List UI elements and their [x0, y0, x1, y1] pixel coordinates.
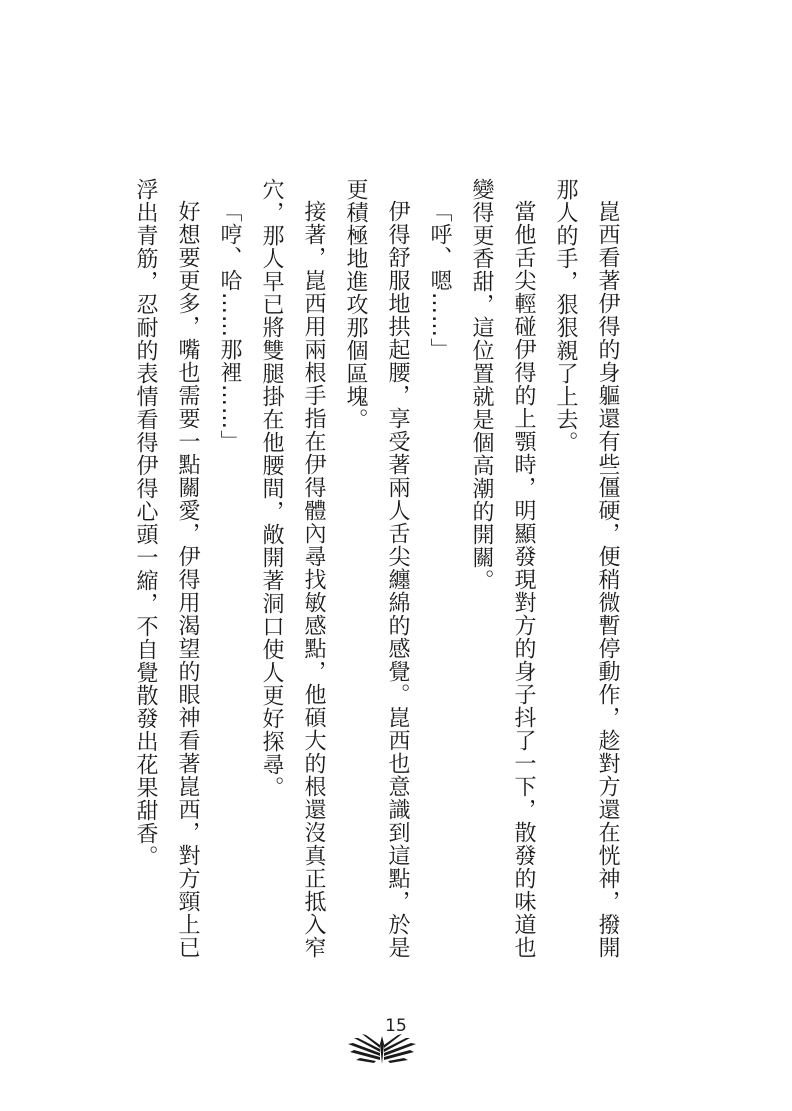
paragraph-3: 伊得舒服地拱起腰，享受著兩人舌尖纏綿的感覺。崑西也意識到這點，於是更積極地進攻那個區塊。	[343, 178, 410, 959]
dialogue-1: 「呼、嗯……」	[427, 200, 452, 361]
vertical-text-body	[133, 178, 628, 978]
feather-ornament-icon	[344, 1030, 420, 1066]
paragraph-2: 當他舌尖輕碰伊得的上顎時，明顯發現對方的身子抖了一下，散發的味道也變得更香甜，這位置就是個高潮的開關。	[469, 178, 536, 959]
dialogue-2: 「哼、哈……那裡……」	[217, 200, 242, 453]
paragraph-5: 好想要更多，嘴也需要一點關愛，伊得用渴望的眼神看著崑西，對方頸上已浮出青筋，忍耐的表情看得伊得心頭一縮，不自覺散發出花果甜香。	[133, 178, 200, 959]
paragraph-1: 崑西看著伊得的身軀還有些僵硬，便稍微暫停動作，趁對方還在恍神，撥開那人的手，狠狠親了上去。	[553, 178, 620, 959]
page-number: 15	[385, 1016, 407, 1036]
paragraph-4: 接著，崑西用兩根手指在伊得體內尋找敏感點，他碩大的根還沒真正抵入窄穴，那人早已將雙腿掛在他腰間，敞開著洞口使人更好探尋。	[259, 178, 326, 959]
